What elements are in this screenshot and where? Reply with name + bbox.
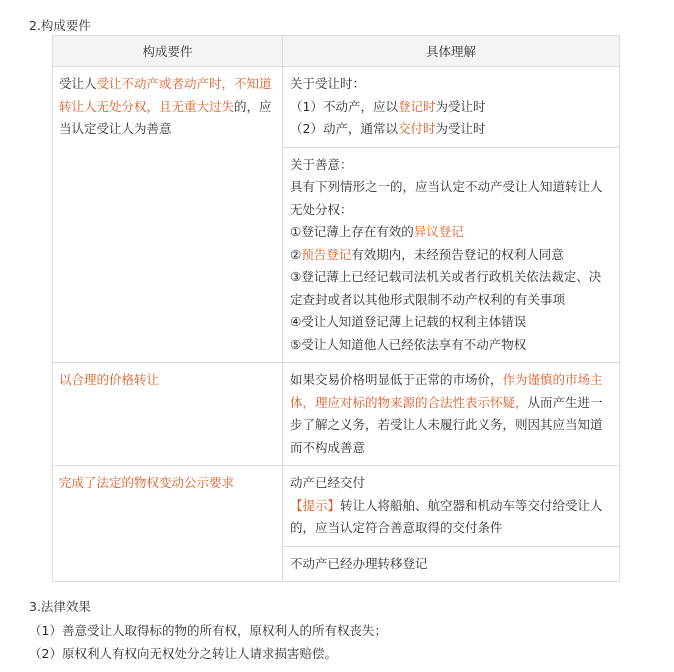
- req-text: 受让人: [59, 76, 97, 91]
- detail-item-2: ②预告登记有效期内，未经预告登记的权利人同意: [290, 246, 564, 262]
- req-cell-reasonable-price: 以合理的价格转让: [53, 363, 283, 466]
- detail-text: 具有下列情形之一的，应当认定不动产受让人知道转让人无处分权：: [290, 179, 603, 217]
- detail-intro: 关于善意：: [290, 156, 353, 172]
- table-row: [53, 67, 620, 148]
- section-3-title: 3.法律效果: [29, 599, 91, 614]
- req-cell-good-faith: [53, 67, 283, 363]
- legal-effects-list: [29, 619, 387, 665]
- detail-cell-immovable-registration: 不动产已经办理转移登记: [283, 546, 620, 582]
- tip-label: 【提示】: [290, 497, 341, 513]
- detail-line: 动产已经交付: [290, 475, 366, 490]
- detail-cell-movable-delivery: [283, 466, 620, 547]
- table-row: [53, 466, 620, 547]
- detail-item-4: ④受让人知道登记薄上记载的权利主体错误: [290, 314, 527, 329]
- list-item: （1）善意受让人取得标的物的所有权，原权利人的所有权丧失；: [29, 623, 387, 638]
- header-requirement: 构成要件: [53, 36, 283, 67]
- detail-item-3: ③登记薄上已经记载司法机关或者行政机关依法裁定、决定查封或者以其他形式限制不动产权利的有关事项: [290, 269, 602, 307]
- detail-cell-good-faith: [283, 147, 620, 363]
- list-item: （2）原权利人有权向无权处分之转让人请求损害赔偿。: [29, 646, 337, 661]
- detail-item-5: ⑤受让人知道他人已经依法享有不动产物权: [290, 336, 527, 352]
- requirements-table: [52, 35, 620, 582]
- detail-line: （2）动产，通常以交付时为受让时: [290, 121, 486, 136]
- req-text-highlight: 受让不动产或者动产时，不知道转让人无处分权，且无重大过失: [59, 76, 272, 114]
- section-2-title: 2.构成要件: [29, 18, 91, 33]
- req-cell-publicity: 完成了法定的物权变动公示要求: [53, 466, 283, 582]
- detail-highlight: 作为谨慎的市场主体，理应对标的物来源的合法性表示怀疑，: [290, 372, 603, 410]
- table-row: [53, 363, 620, 466]
- detail-intro: 关于受让时：: [290, 76, 366, 91]
- tip-block: [290, 495, 613, 540]
- detail-item-1: ①登记薄上存在有效的异议登记: [290, 224, 464, 239]
- detail-line: （1）不动产，应以登记时为受让时: [290, 98, 486, 114]
- tip-text: 转让人将船舶、航空器和机动车等交付给受让人的，应当认定符合善意取得的交付条件: [290, 497, 603, 535]
- header-understanding: 具体理解: [283, 36, 620, 67]
- table-header-row: [53, 36, 620, 67]
- detail-cell-reasonable-price: 如果交易价格明显低于正常的市场价，作为谨慎的市场主体，理应对标的物来源的合法性表示怀疑，从而产生进一步了解之义务，若受让人未履行此义务，则因其应当知道而不构成善意: [283, 363, 620, 466]
- req-text: 的，应当认定受让人为善意: [59, 98, 272, 136]
- detail-cell-transfer-time: [283, 67, 620, 148]
